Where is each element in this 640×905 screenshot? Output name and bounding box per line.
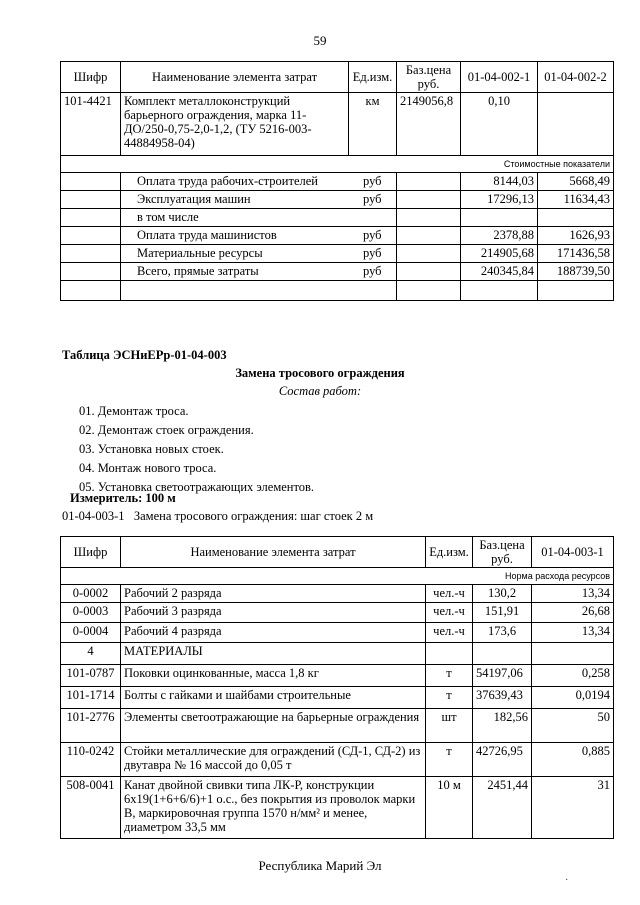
table-row	[61, 585, 614, 603]
cell-price: 54197,06	[473, 665, 532, 687]
cost-table	[60, 61, 614, 301]
cell-code: 101-4421	[61, 93, 121, 156]
section-subtitle: Состав работ:	[278, 384, 362, 398]
section-code: 4	[61, 643, 121, 665]
table-bottom-spacer	[61, 281, 614, 301]
cell-price: 130,2	[473, 585, 532, 603]
summary-name: Материальные ресурсы	[121, 245, 349, 263]
cell-unit: чел.-ч	[426, 603, 473, 623]
cell-value: 50	[532, 709, 614, 743]
table-row	[61, 93, 614, 156]
summary-value-2: 5668,49	[538, 173, 614, 191]
list-item: 02. Демонтаж стоек ограждения.	[79, 423, 254, 437]
cell-value-1: 0,10	[461, 93, 538, 156]
summary-value-1: 240345,84	[461, 263, 538, 281]
norm-label: Норма расхода ресурсов	[61, 568, 614, 585]
norm-line	[62, 509, 373, 524]
table-row	[61, 603, 614, 623]
norm-label-row	[61, 568, 614, 585]
summary-value-1	[461, 209, 538, 227]
cell-value: 0,885	[532, 743, 614, 777]
cell-name: Стойки металлические для ограждений (СД-1, СД-2) из двутавра № 16 массой до 0,05 т	[121, 743, 426, 777]
cell-price: 182,56	[473, 709, 532, 743]
resource-table	[60, 536, 614, 839]
table-header-row	[61, 537, 614, 568]
page-number: 59	[313, 33, 327, 48]
summary-name: Всего, прямые затраты	[121, 263, 349, 281]
cell-code: 508-0041	[61, 777, 121, 839]
cell-name: Комплект металлоконструкций барьерного ограждения, марка 11-ДО/250-0,75-2,0-1,2, (ТУ 5216-003-44884958-04)	[121, 93, 349, 156]
cell-unit: чел.-ч	[426, 585, 473, 603]
table-row	[61, 743, 614, 777]
header-price: Баз.цена руб.	[473, 537, 532, 568]
pen-mark: ·	[565, 875, 569, 886]
cell-name: Канат двойной свивки типа ЛК-Р, конструкции 6х19(1+6+6/6)+1 о.с., без покрытия из проволок марки В, маркировочная группа 1570 н/мм² и менее, диаметром 33,5 мм	[121, 777, 426, 839]
summary-unit: руб	[349, 191, 397, 209]
norm-name: Замена тросового ограждения: шаг стоек 2 м	[133, 509, 374, 523]
list-item: 04. Монтаж нового троса.	[79, 461, 217, 475]
header-norm: 01-04-003-1	[532, 537, 614, 568]
header-name: Наименование элемента затрат	[121, 537, 426, 568]
cell-unit: т	[426, 665, 473, 687]
table-title: Таблица ЭСНиЕРр-01-04-003	[62, 348, 227, 362]
cell-value: 0,0194	[532, 687, 614, 709]
cell-value: 0,258	[532, 665, 614, 687]
header-name: Наименование элемента затрат	[121, 62, 349, 93]
header-unit: Ед.изм.	[426, 537, 473, 568]
summary-value-2: 188739,50	[538, 263, 614, 281]
cell-name: Рабочий 4 разряда	[121, 623, 426, 643]
summary-row	[61, 209, 614, 227]
summary-unit: руб	[349, 245, 397, 263]
cell-code: 0-0003	[61, 603, 121, 623]
cell-value: 31	[532, 777, 614, 839]
cell-price: 173,6	[473, 623, 532, 643]
list-item: 01. Демонтаж троса.	[79, 404, 189, 418]
summary-unit: руб	[349, 173, 397, 191]
cell-value-2	[538, 93, 614, 156]
cell-price: 37639,43	[473, 687, 532, 709]
cell-unit: т	[426, 687, 473, 709]
table-row	[61, 665, 614, 687]
table-row	[61, 709, 614, 743]
summary-value-2: 11634,43	[538, 191, 614, 209]
cell-unit: км	[349, 93, 397, 156]
summary-name: Оплата труда рабочих-строителей	[121, 173, 349, 191]
cell-price: 2149056,8	[397, 93, 461, 156]
summary-value-2: 171436,58	[538, 245, 614, 263]
table-row	[61, 623, 614, 643]
cost-indicators-label: Стоимостные показатели	[61, 156, 614, 173]
list-item: 03. Установка новых стоек.	[79, 442, 224, 456]
summary-value-1: 214905,68	[461, 245, 538, 263]
cell-unit: шт	[426, 709, 473, 743]
summary-value-1: 17296,13	[461, 191, 538, 209]
summary-name: в том числе	[121, 209, 349, 227]
header-norm-1: 01-04-002-1	[461, 62, 538, 93]
cell-name: Рабочий 2 разряда	[121, 585, 426, 603]
cell-name: Элементы светоотражающие на барьерные ограждения	[121, 709, 426, 743]
cell-name: Рабочий 3 разряда	[121, 603, 426, 623]
cell-code: 101-1714	[61, 687, 121, 709]
summary-name: Эксплуатация машин	[121, 191, 349, 209]
cell-code: 101-0787	[61, 665, 121, 687]
header-unit: Ед.изм.	[349, 62, 397, 93]
summary-row	[61, 245, 614, 263]
section-name: МАТЕРИАЛЫ	[121, 643, 426, 665]
list-item: 05. Установка светоотражающих элементов.	[79, 480, 315, 494]
summary-row	[61, 191, 614, 209]
summary-value-2	[538, 209, 614, 227]
cell-code: 110-0242	[61, 743, 121, 777]
norm-code: 01-04-003-1	[62, 509, 125, 523]
measurement-unit: Измеритель: 100 м	[70, 491, 176, 505]
cell-unit: т	[426, 743, 473, 777]
cell-value: 13,34	[532, 585, 614, 603]
work-list	[79, 402, 314, 497]
table-row	[61, 777, 614, 839]
summary-value-1: 8144,03	[461, 173, 538, 191]
cell-price: 42726,95	[473, 743, 532, 777]
cell-code: 0-0004	[61, 623, 121, 643]
page-footer: Республика Марий Эл	[258, 858, 382, 873]
table-row	[61, 687, 614, 709]
cell-name: Поковки оцинкованные, масса 1,8 кг	[121, 665, 426, 687]
summary-name: Оплата труда машинистов	[121, 227, 349, 245]
cell-value: 26,68	[532, 603, 614, 623]
materials-section-row	[61, 643, 614, 665]
summary-value-2: 1626,93	[538, 227, 614, 245]
summary-unit: руб	[349, 263, 397, 281]
cell-price: 151,91	[473, 603, 532, 623]
summary-unit: руб	[349, 227, 397, 245]
summary-row	[61, 263, 614, 281]
cost-label-row	[61, 156, 614, 173]
cell-unit: чел.-ч	[426, 623, 473, 643]
cell-value: 13,34	[532, 623, 614, 643]
table-header-row	[61, 62, 614, 93]
header-norm-2: 01-04-002-2	[538, 62, 614, 93]
header-price: Баз.цена руб.	[397, 62, 461, 93]
summary-unit	[349, 209, 397, 227]
summary-row	[61, 173, 614, 191]
header-code: Шифр	[61, 537, 121, 568]
cell-code: 0-0002	[61, 585, 121, 603]
cell-code: 101-2776	[61, 709, 121, 743]
header-code: Шифр	[61, 62, 121, 93]
summary-row	[61, 227, 614, 245]
summary-value-1: 2378,88	[461, 227, 538, 245]
cell-name: Болты с гайками и шайбами строительные	[121, 687, 426, 709]
cell-unit: 10 м	[426, 777, 473, 839]
cell-price: 2451,44	[473, 777, 532, 839]
section-title: Замена тросового ограждения	[235, 366, 405, 380]
